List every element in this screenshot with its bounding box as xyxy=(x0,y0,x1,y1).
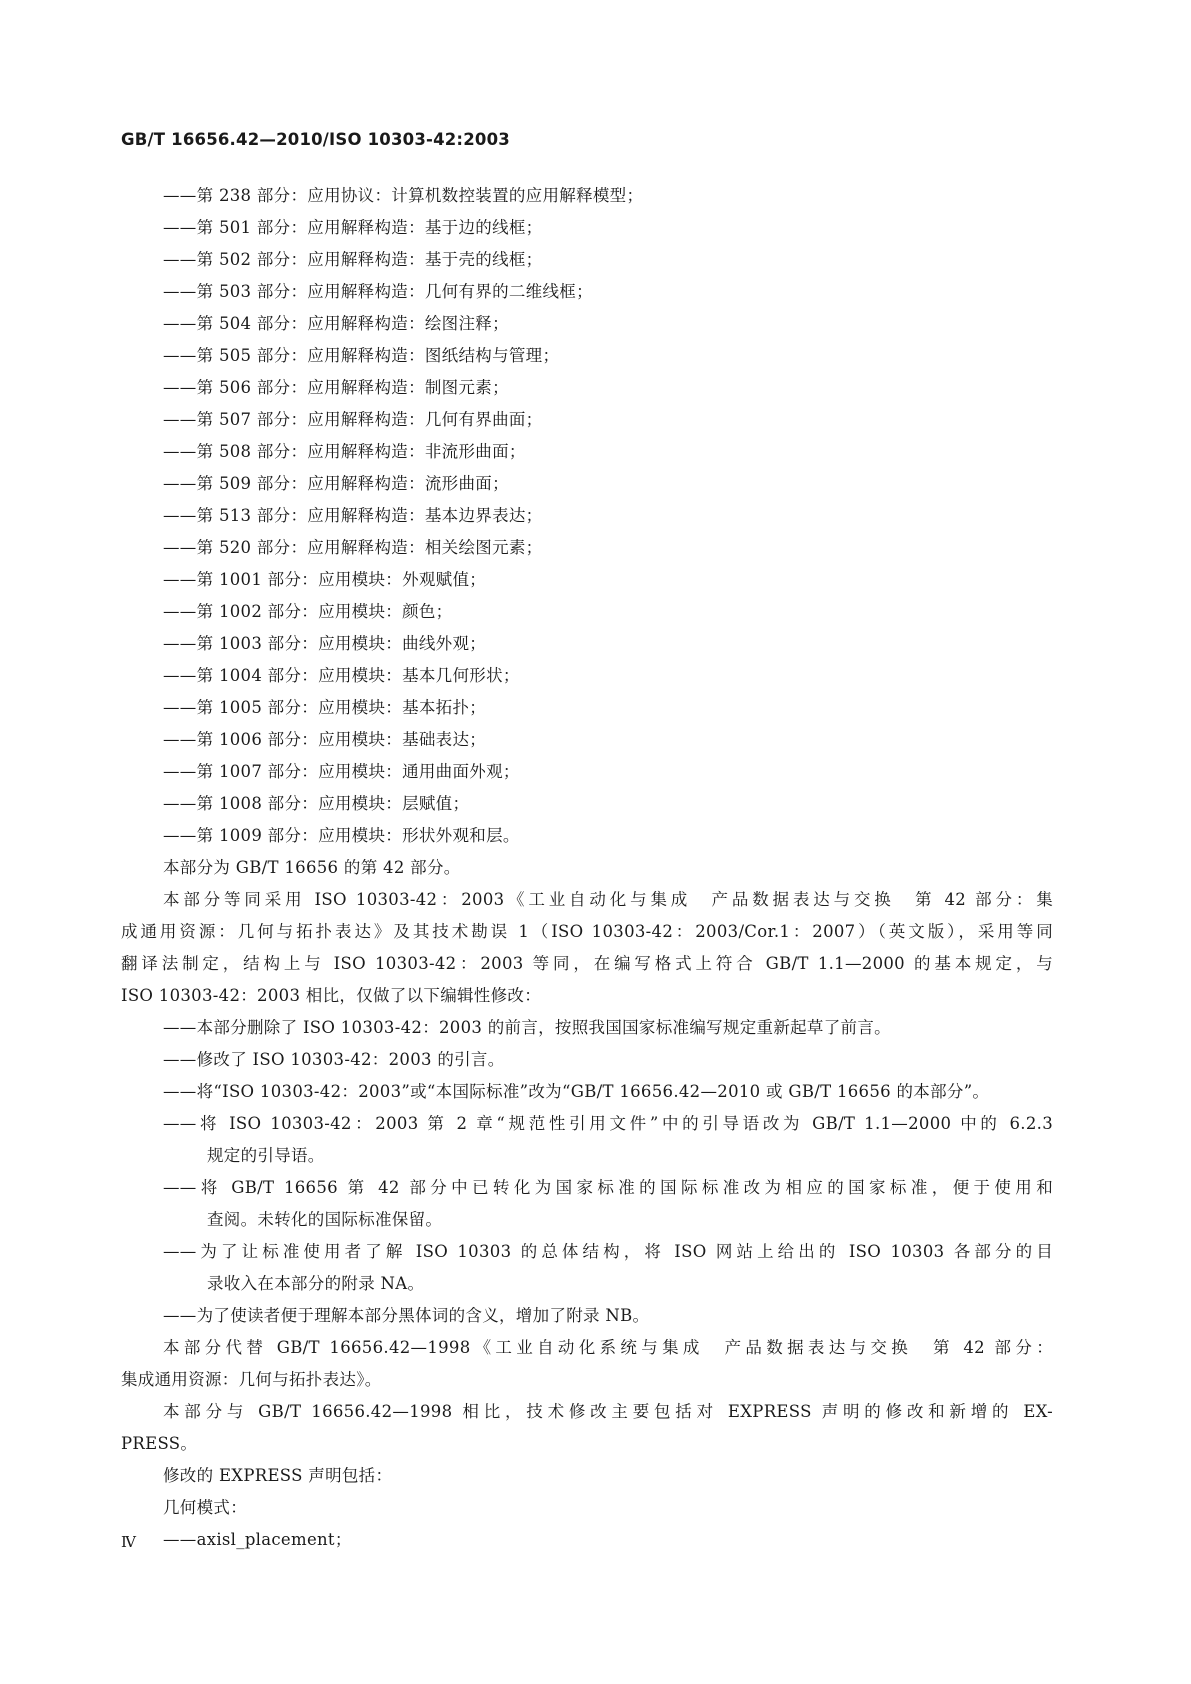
list-item: ——第 1004 部分：应用模块：基本几何形状； xyxy=(163,666,520,685)
list-item: ——第 509 部分：应用解释构造：流形曲面； xyxy=(163,474,509,493)
list-item: 规定的引导语。 xyxy=(207,1146,325,1165)
list-item: ——第 502 部分：应用解释构造：基于壳的线框； xyxy=(163,250,543,269)
list-item: ——第 1002 部分：应用模块：颜色； xyxy=(163,602,453,621)
text-line: ——将 ISO 10303-42：2003 第 2 章“规范性引用文件”中的引导语改为 GB/T 1.1—2000 中的 6.2.3 xyxy=(163,1114,1053,1133)
text-line: ——为了让标准使用者了解 ISO 10303 的总体结构，将 ISO 网站上给出的 ISO 10303 各部分的目 xyxy=(163,1242,1053,1261)
list-item: 录收入在本部分的附录 NA。 xyxy=(207,1274,425,1293)
text-line: 本部分与 GB/T 16656.42—1998 相比，技术修改主要包括对 EXPRESS 声明的修改和新增的 EX- xyxy=(163,1402,1053,1421)
text-line: 本部分为 GB/T 16656 的第 42 部分。 xyxy=(163,858,461,877)
text-line: ——为了使读者便于理解本部分黑体词的含义，增加了附录 NB。 xyxy=(163,1306,650,1325)
standard-code-header: GB/T 16656.42—2010/ISO 10303-42:2003 xyxy=(121,130,510,149)
document-body xyxy=(121,180,1053,1556)
list-item: ——第 1007 部分：应用模块：通用曲面外观； xyxy=(163,762,520,781)
text-line: 几何模式： xyxy=(163,1498,247,1517)
page-number: Ⅳ xyxy=(121,1533,136,1551)
text-line: 修改的 EXPRESS 声明包括： xyxy=(163,1466,393,1485)
text-line: 翻译法制定，结构上与 ISO 10303-42：2003 等同，在编写格式上符合 GB/T 1.1—2000 的基本规定，与 xyxy=(121,954,1053,973)
list-item: ——第 513 部分：应用解释构造：基本边界表达； xyxy=(163,506,543,525)
text-line: ——本部分删除了 ISO 10303-42：2003 的前言，按照我国国家标准编写规定重新起草了前言。 xyxy=(163,1018,891,1037)
list-item: ——第 501 部分：应用解释构造：基于边的线框； xyxy=(163,218,543,237)
list-item: ——第 1008 部分：应用模块：层赋值； xyxy=(163,794,470,813)
list-item: 查阅。未转化的国际标准保留。 xyxy=(207,1210,443,1229)
list-item: ——第 504 部分：应用解释构造：绘图注释； xyxy=(163,314,509,333)
list-item: ——第 1006 部分：应用模块：基础表达； xyxy=(163,730,487,749)
list-item: ——第 520 部分：应用解释构造：相关绘图元素； xyxy=(163,538,543,557)
text-line: ——将 GB/T 16656 第 42 部分中已转化为国家标准的国际标准改为相应的国家标准，便于使用和 xyxy=(163,1178,1053,1197)
list-item: ——第 1005 部分：应用模块：基本拓扑； xyxy=(163,698,487,717)
list-item: ——第 238 部分：应用协议：计算机数控装置的应用解释模型； xyxy=(163,186,644,205)
text-line: PRESS。 xyxy=(121,1434,198,1453)
text-line: 成通用资源：几何与拓扑表达》及其技术勘误 1（ISO 10303-42：2003/Cor.1：2007）（英文版），采用等同 xyxy=(121,922,1053,941)
text-line: 本部分等同采用 ISO 10303-42：2003《工业自动化与集成 产品数据表达与交换 第 42 部分：集 xyxy=(163,890,1053,909)
text-line: ISO 10303-42：2003 相比，仅做了以下编辑性修改： xyxy=(121,986,541,1005)
list-item: ——第 506 部分：应用解释构造：制图元素； xyxy=(163,378,509,397)
list-item: ——第 503 部分：应用解释构造：几何有界的二维线框； xyxy=(163,282,593,301)
list-item: ——第 1001 部分：应用模块：外观赋值； xyxy=(163,570,487,589)
text-line: ——修改了 ISO 10303-42：2003 的引言。 xyxy=(163,1050,505,1069)
text-line: ——将“ISO 10303-42：2003”或“本国际标准”改为“GB/T 16656.42—2010 或 GB/T 16656 的本部分”。 xyxy=(163,1082,990,1101)
text-line: 本部分代替 GB/T 16656.42—1998《工业自动化系统与集成 产品数据表达与交换 第 42 部分： xyxy=(163,1338,1053,1357)
text-line: 集成通用资源：几何与拓扑表达》。 xyxy=(121,1370,382,1389)
list-item: ——第 507 部分：应用解释构造：几何有界曲面； xyxy=(163,410,543,429)
list-item: ——第 508 部分：应用解释构造：非流形曲面； xyxy=(163,442,526,461)
text-line: ——axisl_placement； xyxy=(163,1530,352,1549)
list-item: ——第 1003 部分：应用模块：曲线外观； xyxy=(163,634,487,653)
list-item: ——第 505 部分：应用解释构造：图纸结构与管理； xyxy=(163,346,560,365)
list-item: ——第 1009 部分：应用模块：形状外观和层。 xyxy=(163,826,520,845)
